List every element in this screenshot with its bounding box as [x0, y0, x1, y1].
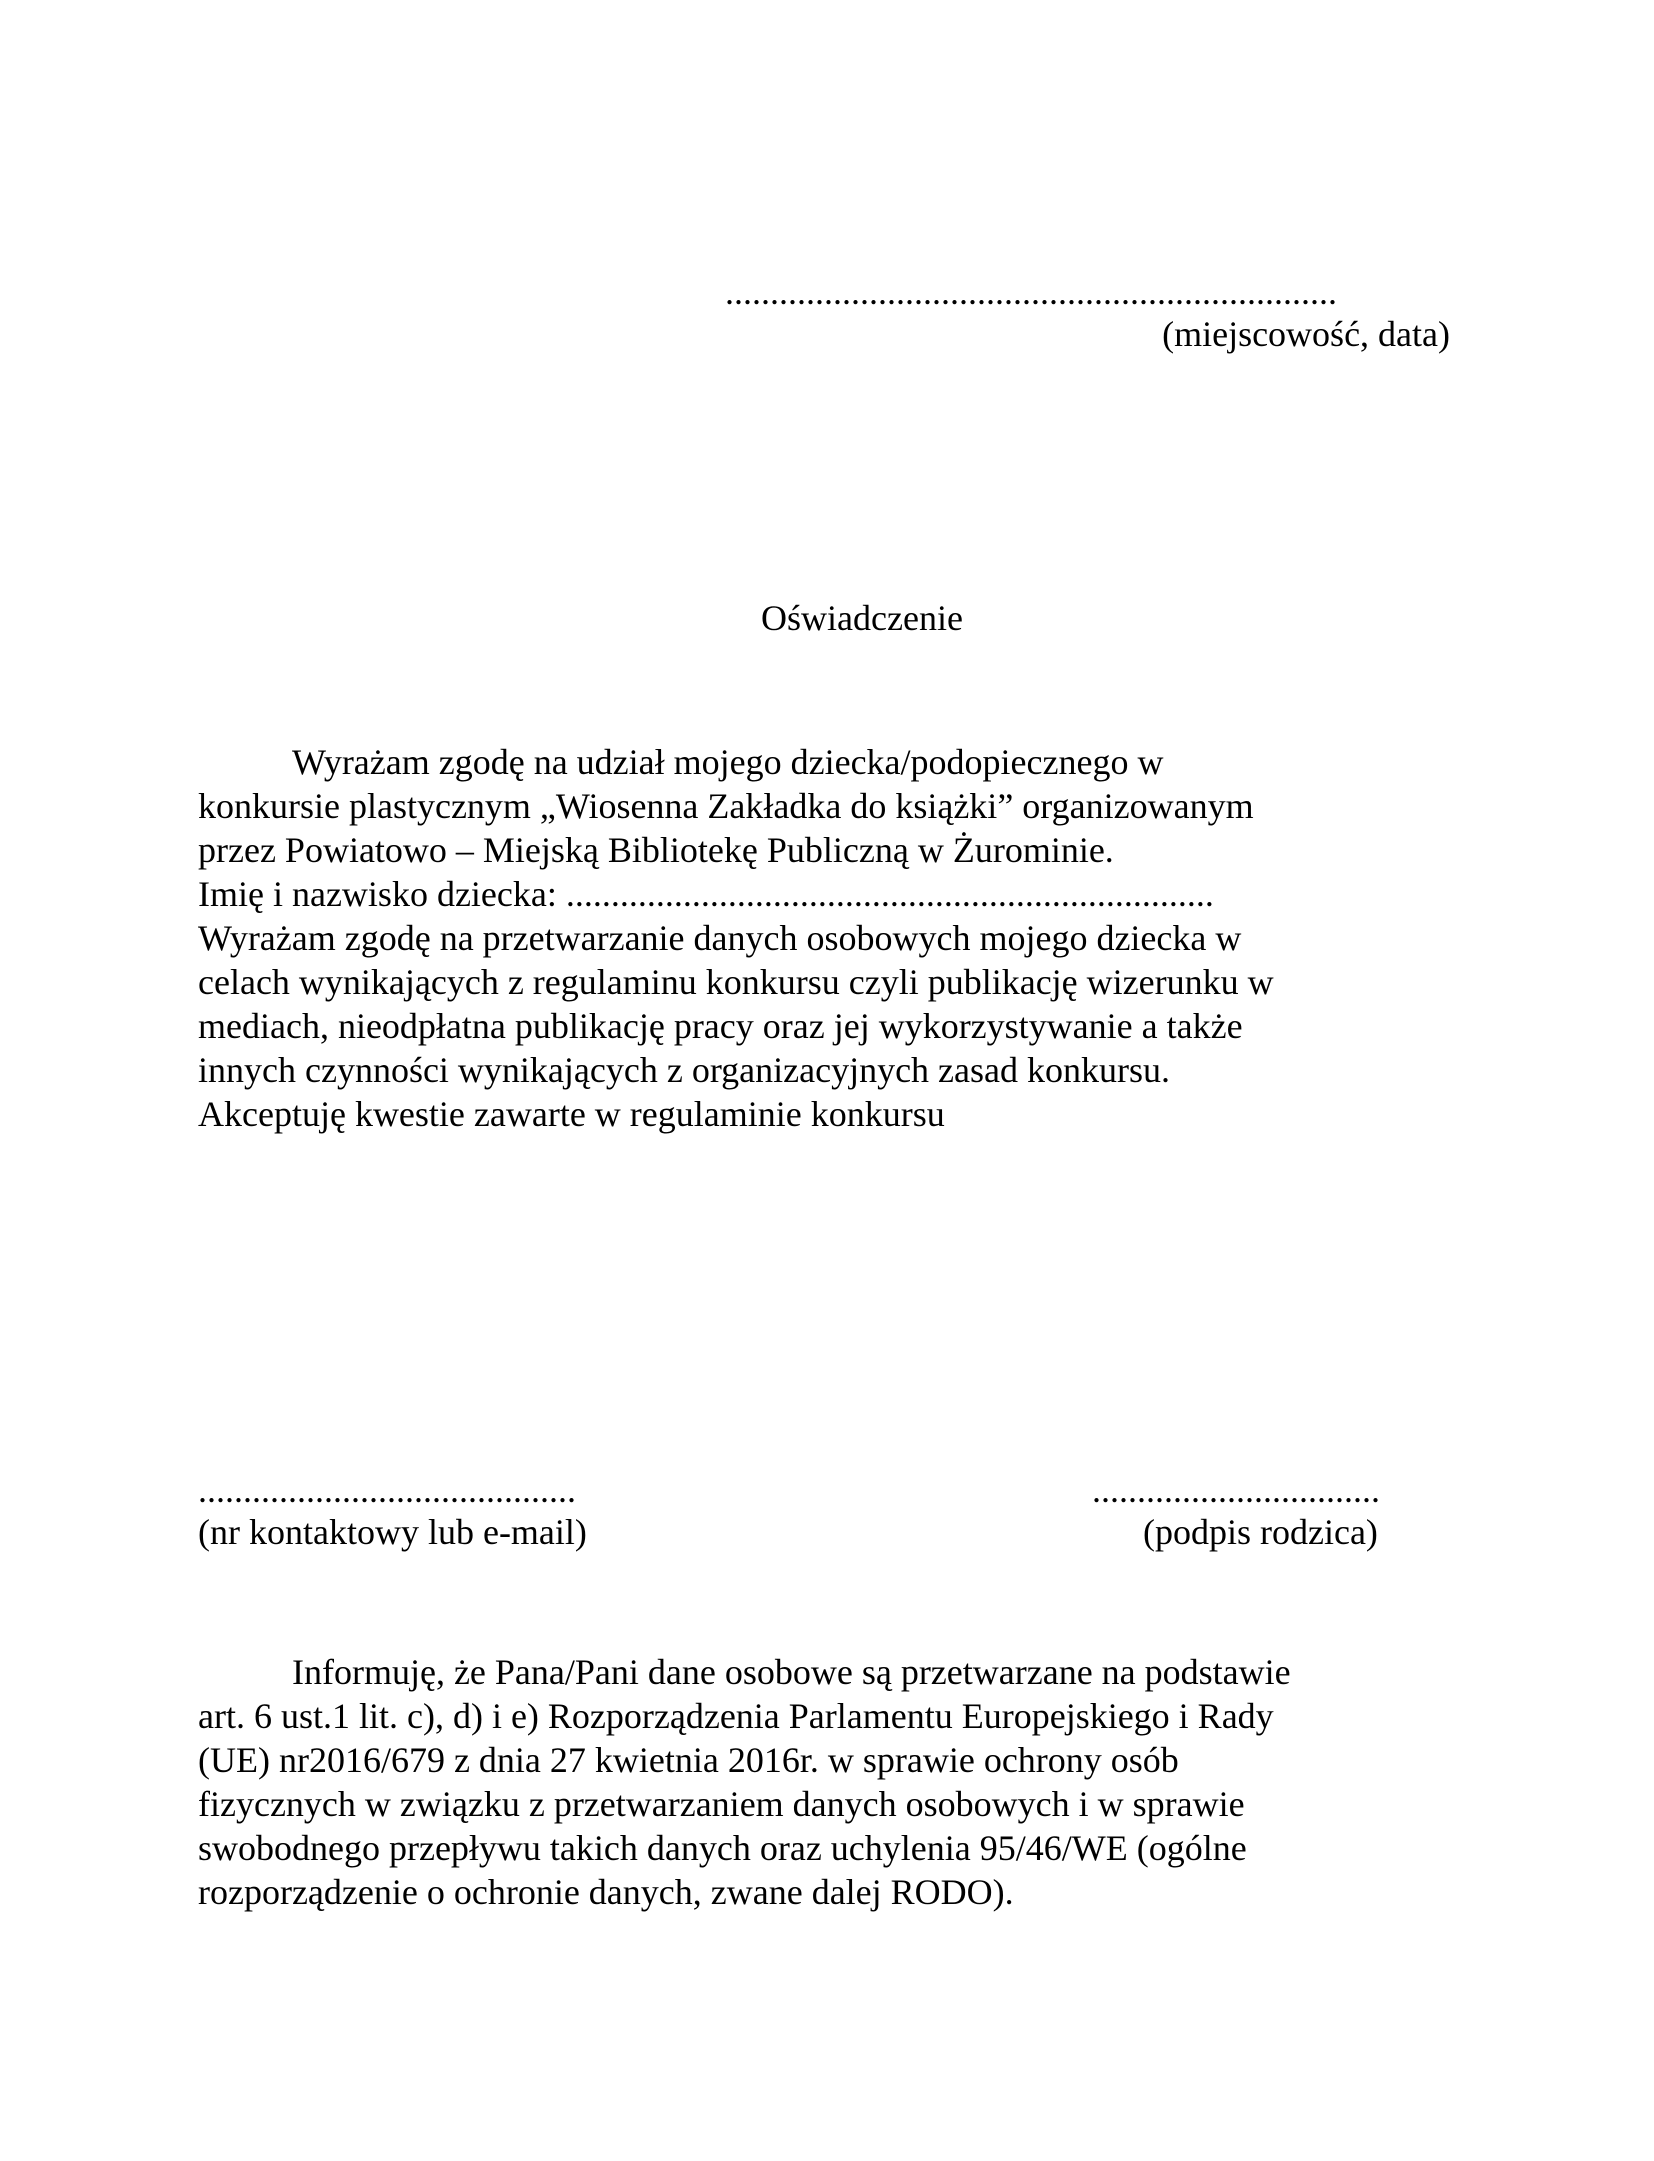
contact-dots: ..........................................	[198, 1470, 576, 1510]
consent-line: konkursie plastycznym „Wiosenna Zakładka do książki” organizowanym	[198, 786, 1254, 826]
rodo-line: Informuję, że Pana/Pani dane osobowe są przetwarzane na podstawie	[292, 1652, 1291, 1692]
consent-line: mediach, nieodpłatna publikację pracy oraz jej wykorzystywanie a także	[198, 1006, 1243, 1046]
consent-line: Akceptuję kwestie zawarte w regulaminie konkursu	[198, 1094, 945, 1134]
consent-line: Wyrażam zgodę na przetwarzanie danych osobowych mojego dziecka w	[198, 918, 1242, 958]
rodo-line: swobodnego przepływu takich danych oraz uchylenia 95/46/WE (ogólne	[198, 1828, 1247, 1868]
rodo-line: rozporządzenie o ochronie danych, zwane dalej RODO).	[198, 1872, 1014, 1912]
contact-label: (nr kontaktowy lub e-mail)	[198, 1512, 587, 1552]
consent-line: przez Powiatowo – Miejską Bibliotekę Publiczną w Żurominie.	[198, 830, 1114, 870]
parent-signature-label: (podpis rodzica)	[1143, 1512, 1378, 1552]
consent-line: celach wynikających z regulaminu konkursu czyli publikację wizerunku w	[198, 962, 1274, 1002]
place-date-dots: ....................................................................	[725, 272, 1337, 312]
rodo-paragraph	[198, 1650, 1291, 1914]
rodo-line: art. 6 ust.1 lit. c), d) i e) Rozporządzenia Parlamentu Europejskiego i Rady	[198, 1696, 1274, 1736]
consent-paragraph	[198, 740, 1274, 1136]
rodo-line: (UE) nr2016/679 z dnia 27 kwietnia 2016r. w sprawie ochrony osób	[198, 1740, 1179, 1780]
consent-line: innych czynności wynikających z organizacyjnych zasad konkursu.	[198, 1050, 1170, 1090]
child-name-field: Imię i nazwisko dziecka: ........................................................................	[198, 874, 1214, 914]
place-date-label: (miejscowość, data)	[1162, 314, 1450, 354]
consent-line: Wyrażam zgodę na udział mojego dziecka/podopiecznego w	[292, 742, 1164, 782]
parent-signature-dots: ................................	[1092, 1470, 1380, 1510]
document-title: Oświadczenie	[761, 598, 963, 638]
rodo-line: fizycznych w związku z przetwarzaniem danych osobowych i w sprawie	[198, 1784, 1245, 1824]
